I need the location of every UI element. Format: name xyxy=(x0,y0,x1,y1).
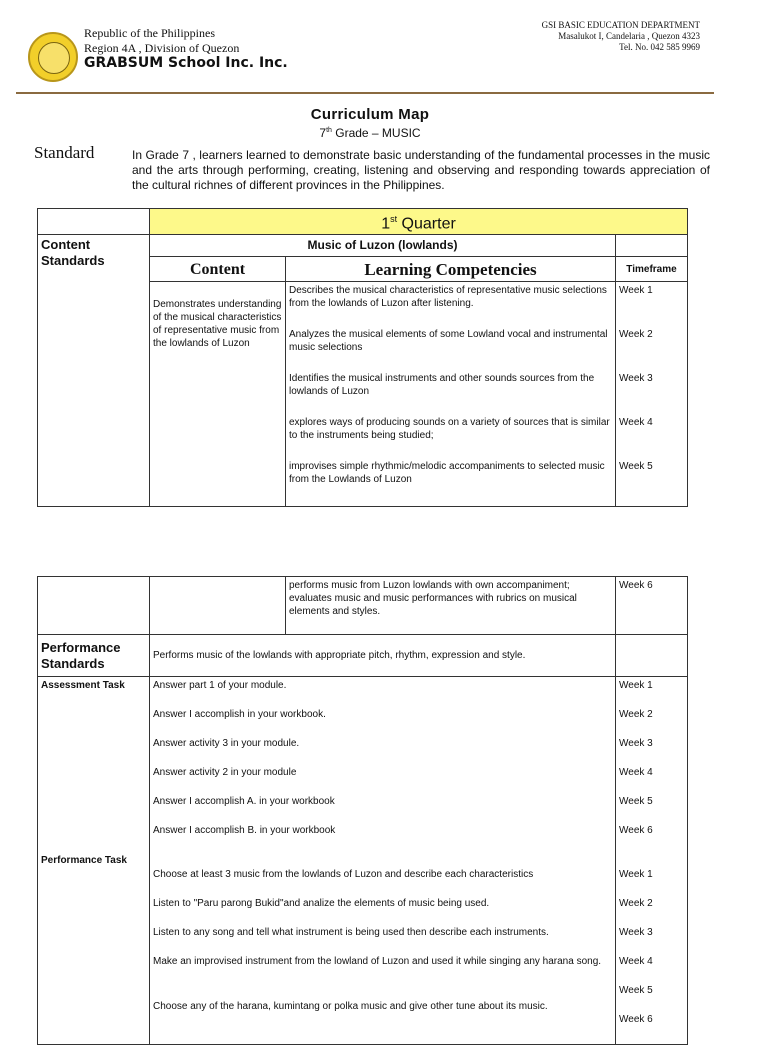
performance-task-2: Listen to "Paru parong Bukid"and analize the elements of music being used. xyxy=(153,898,490,909)
blank-corner xyxy=(38,209,150,235)
task-labels-cell xyxy=(38,677,150,1045)
week-1: Week 1 xyxy=(619,285,653,296)
performance-task-label: Performance Task xyxy=(41,855,127,866)
assessment-task-2: Answer I accomplish in your workbook. xyxy=(153,709,326,720)
performance-week-1: Week 1 xyxy=(619,869,653,880)
performance-week-4: Week 4 xyxy=(619,956,653,967)
header-department: GSI BASIC EDUCATION DEPARTMENT xyxy=(541,20,700,30)
assessment-week-5: Week 5 xyxy=(619,796,653,807)
assessment-week-3: Week 3 xyxy=(619,738,653,749)
competency-6: performs music from Luzon lowlands with own accompaniment; evaluates music and music performances with rubrics on musical elements and styles. xyxy=(286,577,616,635)
week-4: Week 4 xyxy=(619,417,653,428)
page-subtitle xyxy=(0,126,740,140)
assessment-task-6: Answer I accomplish B. in your workbook xyxy=(153,825,336,836)
performance-task-3: Listen to any song and tell what instrument is being used then describe each instruments. xyxy=(153,927,549,938)
header-republic: Republic of the Philippines xyxy=(84,26,215,40)
content-text: Demonstrates understanding of the musical characteristics of representative music from the lowlands of Luzon xyxy=(153,299,282,349)
header-divider xyxy=(16,92,714,94)
standard-text: In Grade 7 , learners learned to demonstrate basic understanding of the fundamental processes in the music and the arts through performing, creating, listening and observing and responding towards appreciation of the cultural richnes of different provinces in the Philippines. xyxy=(132,148,710,192)
column-content: Content xyxy=(150,257,286,282)
assessment-task-1: Answer part 1 of your module. xyxy=(153,680,287,691)
assessment-week-2: Week 2 xyxy=(619,709,653,720)
grade-number: 7 xyxy=(319,126,327,140)
performance-task-4: Make an improvised instrument from the lowland of Luzon and used it while singing any harana song. xyxy=(153,956,602,967)
assessment-week-1: Week 1 xyxy=(619,680,653,691)
header-address: Masalukot I, Candelaria , Quezon 4323 xyxy=(558,31,700,41)
performance-standards-text: Performs music of the lowlands with appropriate pitch, rhythm, expression and style. xyxy=(150,635,616,677)
competency-4: explores ways of producing sounds on a variety of sources that is similar to the instruments being studied; xyxy=(289,417,610,441)
assessment-task-5: Answer I accomplish A. in your workbook xyxy=(153,796,335,807)
quarter-word: Quarter xyxy=(397,215,456,233)
week-3: Week 3 xyxy=(619,373,653,384)
header-right xyxy=(542,20,700,53)
assessment-task-4: Answer activity 2 in your module xyxy=(153,767,297,778)
competency-2: Analyzes the musical elements of some Lowland vocal and instrumental music selections xyxy=(289,329,608,353)
performance-week-6: Week 6 xyxy=(619,1014,653,1025)
assessment-task-label: Assessment Task xyxy=(41,680,125,691)
tasks-table xyxy=(37,576,688,1045)
competency-1: Describes the musical characteristics of representative music selections from the lowlands of Luzon after listening. xyxy=(289,285,607,309)
competency-3: Identifies the musical instruments and other sounds sources from the lowlands of Luzon xyxy=(289,373,595,397)
grade-suffix: th xyxy=(326,127,332,134)
performance-week-2: Week 2 xyxy=(619,898,653,909)
header-region: Region 4A , Division of Quezon xyxy=(84,41,240,55)
column-competencies: Learning Competencies xyxy=(286,257,616,282)
content-standards-label: Content Standards xyxy=(38,235,150,507)
grade-subject: Grade – MUSIC xyxy=(331,126,421,140)
assessment-task-3: Answer activity 3 in your module. xyxy=(153,738,300,749)
assessment-week-4: Week 4 xyxy=(619,767,653,778)
performance-standards-label: Performance Standards xyxy=(38,635,150,677)
task-weeks-cell xyxy=(616,677,688,1045)
performance-task-1: Choose at least 3 music from the lowlands of Luzon and describe each characteristics xyxy=(153,869,534,880)
blank-unit-cell xyxy=(616,235,688,257)
standard-label: Standard xyxy=(34,143,95,162)
page-title: Curriculum Map xyxy=(310,106,430,123)
column-timeframe: Timeframe xyxy=(616,257,688,282)
performance-week-5: Week 5 xyxy=(619,985,653,996)
blank-cell-b xyxy=(150,577,286,635)
unit-title: Music of Luzon (lowlands) xyxy=(150,235,616,257)
quarter-table xyxy=(37,208,688,507)
week-6: Week 6 xyxy=(616,577,688,635)
blank-cell-c xyxy=(616,635,688,677)
weeks-cell xyxy=(616,282,688,507)
assessment-week-6: Week 6 xyxy=(619,825,653,836)
header-left xyxy=(84,26,288,71)
school-name: GRABSUM School Inc. Inc. xyxy=(84,55,288,71)
week-5: Week 5 xyxy=(619,461,653,472)
performance-week-3: Week 3 xyxy=(619,927,653,938)
content-cell xyxy=(150,282,286,507)
competency-5: improvises simple rhythmic/melodic accompaniments to selected music from the Lowlands of Luzon xyxy=(289,461,605,485)
performance-task-5: Choose any of the harana, kumintang or polka music and give other tune about its music. xyxy=(153,1001,548,1012)
quarter-suffix: st xyxy=(390,213,398,224)
quarter-heading xyxy=(150,209,688,235)
tasks-cell xyxy=(150,677,616,1045)
school-seal-icon xyxy=(28,32,78,82)
quarter-number: 1 xyxy=(381,215,391,233)
blank-cell-a xyxy=(38,577,150,635)
competencies-cell xyxy=(286,282,616,507)
header-phone: Tel. No. 042 585 9969 xyxy=(619,42,700,52)
week-2: Week 2 xyxy=(619,329,653,340)
